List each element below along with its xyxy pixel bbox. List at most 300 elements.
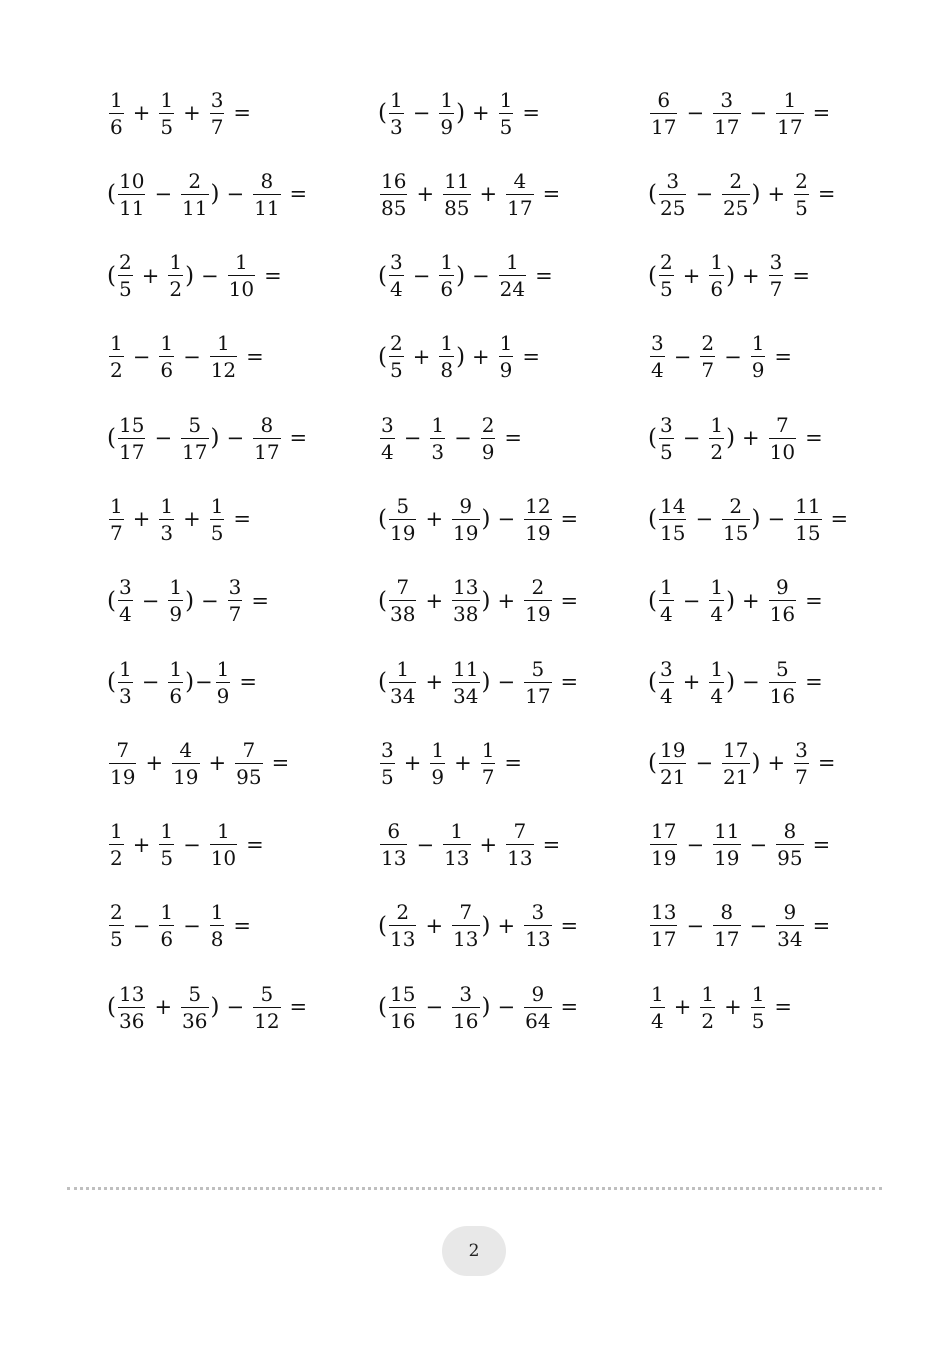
equals-sign: = (233, 101, 252, 125)
parenthesis: ( (378, 587, 387, 614)
problem (378, 492, 648, 546)
problem (648, 330, 948, 384)
fraction (709, 656, 724, 708)
parenthesis: ) (481, 912, 491, 939)
fraction (439, 87, 454, 139)
fraction (109, 493, 124, 545)
operator: + (132, 507, 151, 532)
problem (648, 980, 948, 1034)
fraction (650, 900, 677, 952)
fraction (228, 575, 243, 627)
denominator: 19 (525, 520, 551, 545)
operator: + (742, 426, 760, 451)
denominator: 17 (714, 927, 740, 952)
numerator: 2 (396, 900, 410, 925)
operator: − (472, 263, 490, 288)
fraction (380, 819, 407, 871)
numerator: 8 (783, 819, 797, 844)
parenthesis: ) (481, 994, 491, 1021)
numerator: 19 (659, 737, 686, 762)
denominator: 19 (453, 520, 479, 545)
fraction (210, 819, 237, 871)
parenthesis: ( (378, 262, 387, 289)
denominator: 5 (160, 114, 174, 139)
fraction (228, 250, 255, 302)
denominator: 5 (118, 277, 132, 302)
equals-sign: = (233, 507, 252, 532)
fraction (751, 981, 766, 1033)
numerator: 14 (659, 493, 686, 518)
equals-sign: = (817, 182, 836, 207)
fraction (216, 656, 231, 708)
fraction (769, 656, 796, 708)
fraction (172, 737, 199, 789)
numerator: 1 (110, 87, 123, 112)
equals-sign: = (817, 751, 836, 776)
denominator: 16 (769, 602, 796, 627)
numerator: 3 (795, 737, 808, 762)
parenthesis: ( (107, 262, 116, 289)
fraction (776, 900, 803, 952)
denominator: 2 (710, 439, 724, 464)
denominator: 10 (769, 439, 796, 464)
fraction (118, 168, 145, 220)
denominator: 17 (651, 114, 677, 139)
numerator: 2 (729, 168, 743, 193)
fraction (452, 900, 479, 952)
equals-sign: = (805, 588, 823, 613)
denominator: 25 (723, 195, 749, 220)
fraction (524, 656, 551, 708)
numerator: 7 (459, 900, 473, 925)
denominator: 2 (169, 277, 183, 302)
operator: + (412, 344, 431, 369)
parenthesis: ( (648, 506, 657, 533)
numerator: 5 (188, 412, 202, 437)
equals-sign: = (289, 426, 308, 451)
operator: − (673, 344, 692, 369)
fraction (452, 656, 479, 708)
problem (648, 86, 948, 140)
problem (378, 574, 648, 628)
numerator: 1 (431, 737, 445, 762)
fraction (159, 493, 174, 545)
denominator: 19 (173, 764, 199, 789)
numerator: 1 (651, 981, 664, 1006)
numerator: 1 (701, 981, 715, 1006)
operator: + (208, 751, 227, 776)
problem (378, 411, 648, 465)
numerator: 2 (481, 412, 495, 437)
numerator: 1 (396, 656, 410, 681)
numerator: 8 (260, 412, 274, 437)
fraction (389, 656, 416, 708)
numerator: 1 (389, 87, 403, 112)
numerator: 3 (381, 737, 394, 762)
problem (648, 899, 948, 953)
numerator: 3 (720, 87, 734, 112)
dotted-divider (67, 1187, 882, 1190)
problem (378, 980, 648, 1034)
parenthesis: ( (378, 100, 387, 126)
fraction (235, 737, 262, 789)
fraction (769, 575, 796, 627)
equals-sign: = (560, 507, 579, 532)
denominator: 13 (525, 927, 551, 952)
numerator: 3 (210, 87, 224, 112)
fraction (794, 737, 809, 789)
operator: − (682, 588, 701, 613)
denominator: 5 (659, 439, 673, 464)
denominator: 17 (182, 439, 208, 464)
equals-sign: = (830, 507, 849, 532)
fraction (443, 168, 470, 220)
equals-sign: = (233, 913, 252, 938)
fraction (168, 656, 183, 708)
operator: − (183, 344, 201, 369)
numerator: 1 (169, 656, 183, 681)
fraction (380, 168, 407, 220)
denominator: 24 (499, 277, 526, 302)
page-number-badge (442, 1226, 506, 1276)
numerator: 1 (235, 250, 248, 275)
operator: + (673, 995, 692, 1020)
denominator: 6 (710, 277, 724, 302)
parenthesis: ( (648, 425, 657, 452)
denominator: 13 (444, 846, 470, 871)
denominator: 3 (160, 520, 174, 545)
numerator: 1 (440, 87, 454, 112)
numerator: 3 (118, 575, 132, 600)
numerator: 1 (160, 900, 174, 925)
operator: + (425, 588, 444, 613)
parenthesis: ) (185, 262, 195, 289)
operator: − (154, 182, 173, 207)
operator: + (472, 344, 490, 369)
equals-sign: = (812, 832, 831, 857)
denominator: 95 (236, 764, 262, 789)
fraction (181, 412, 208, 464)
operator: + (132, 101, 151, 125)
equals-sign: = (774, 995, 793, 1020)
problem (107, 249, 378, 303)
equals-sign: = (792, 263, 810, 288)
operator: + (682, 670, 701, 695)
operator: + (497, 913, 516, 938)
equals-sign: = (542, 182, 561, 207)
fraction (709, 250, 724, 302)
fraction (713, 819, 740, 871)
fraction (722, 493, 749, 545)
denominator: 7 (795, 764, 808, 789)
parenthesis: ( (378, 994, 387, 1021)
numerator: 1 (710, 250, 724, 275)
problem (378, 655, 648, 709)
problem (378, 818, 648, 872)
denominator: 2 (701, 1008, 715, 1033)
denominator: 17 (651, 927, 677, 952)
equals-sign: = (812, 101, 831, 125)
operator: − (695, 507, 714, 532)
denominator: 15 (795, 520, 821, 545)
numerator: 11 (714, 819, 740, 844)
denominator: 17 (714, 114, 740, 139)
numerator: 5 (531, 656, 545, 681)
fraction (210, 331, 237, 383)
operator: − (403, 426, 422, 451)
fraction (159, 900, 174, 952)
numerator: 5 (396, 493, 410, 518)
denominator: 3 (431, 439, 445, 464)
fraction (439, 250, 454, 302)
problem (648, 492, 948, 546)
parenthesis: ) (726, 587, 736, 614)
numerator: 3 (459, 981, 473, 1006)
parenthesis: ) (456, 262, 466, 289)
fraction (769, 250, 784, 302)
numerator: 1 (499, 331, 513, 356)
denominator: 4 (659, 602, 673, 627)
operator: − (686, 101, 705, 125)
numerator: 1 (751, 331, 765, 356)
fraction (118, 250, 133, 302)
fraction (524, 493, 551, 545)
fraction (168, 250, 183, 302)
fraction (159, 331, 174, 383)
numerator: 17 (723, 737, 749, 762)
fraction (524, 900, 551, 952)
operator: − (425, 995, 444, 1020)
fraction (109, 900, 124, 952)
denominator: 2 (110, 846, 123, 871)
problem (107, 167, 378, 221)
fraction (210, 87, 225, 139)
problem (378, 249, 648, 303)
denominator: 13 (389, 927, 416, 952)
denominator: 7 (210, 114, 224, 139)
problem (378, 330, 648, 384)
numerator: 13 (651, 900, 677, 925)
numerator: 1 (169, 575, 183, 600)
denominator: 6 (160, 927, 174, 952)
denominator: 9 (169, 602, 183, 627)
denominator: 25 (659, 195, 686, 220)
operator: − (132, 913, 151, 938)
equals-sign: = (251, 588, 269, 613)
numerator: 1 (659, 575, 673, 600)
fraction (118, 656, 133, 708)
denominator: 9 (481, 439, 495, 464)
denominator: 17 (777, 114, 803, 139)
numerator: 1 (216, 656, 230, 681)
parenthesis: ( (107, 994, 116, 1021)
denominator: 4 (651, 358, 664, 383)
operator: − (226, 426, 245, 451)
numerator: 1 (118, 656, 132, 681)
fraction (452, 981, 479, 1033)
operator: + (403, 751, 422, 776)
parenthesis: ) (726, 669, 736, 696)
fraction (210, 493, 225, 545)
problem (107, 86, 378, 140)
operator: − (183, 832, 201, 857)
operator: + (183, 507, 201, 532)
operator: + (479, 182, 498, 207)
fraction (713, 900, 740, 952)
operator: − (695, 751, 714, 776)
denominator: 21 (723, 764, 749, 789)
fraction (430, 412, 445, 464)
operator: − (749, 913, 768, 938)
operator: + (425, 913, 444, 938)
numerator: 7 (776, 412, 789, 437)
operator: − (767, 507, 786, 532)
denominator: 2 (110, 358, 123, 383)
parenthesis: ( (378, 506, 387, 533)
fraction (659, 737, 686, 789)
fraction (389, 331, 404, 383)
denominator: 9 (751, 358, 765, 383)
denominator: 17 (525, 683, 551, 708)
fraction (659, 168, 686, 220)
fraction (452, 575, 479, 627)
fraction (499, 87, 514, 139)
numerator: 1 (210, 900, 224, 925)
fraction (506, 819, 533, 871)
problem (648, 655, 948, 709)
numerator: 6 (657, 87, 671, 112)
fraction (499, 250, 526, 302)
denominator: 64 (525, 1008, 551, 1033)
denominator: 5 (160, 846, 174, 871)
denominator: 6 (169, 683, 183, 708)
denominator: 4 (651, 1008, 664, 1033)
operator: + (425, 670, 444, 695)
parenthesis: ( (648, 262, 657, 289)
parenthesis: ( (107, 669, 116, 696)
parenthesis: ) (456, 100, 466, 126)
fraction (650, 981, 665, 1033)
denominator: 16 (769, 683, 796, 708)
numerator: 2 (795, 168, 808, 193)
problem (378, 86, 648, 140)
fraction (524, 981, 551, 1033)
problem (107, 574, 378, 628)
equals-sign: = (805, 670, 823, 695)
operator: + (141, 263, 160, 288)
equals-sign: = (560, 995, 579, 1020)
numerator: 13 (118, 981, 145, 1006)
parenthesis: ( (107, 425, 116, 452)
denominator: 4 (710, 602, 724, 627)
operator: + (154, 995, 173, 1020)
parenthesis: ) (726, 425, 736, 452)
parenthesis: ) (751, 506, 761, 533)
operator: + (742, 263, 760, 288)
problem (107, 899, 378, 953)
fraction (751, 331, 766, 383)
numerator: 11 (444, 168, 470, 193)
denominator: 6 (110, 114, 123, 139)
fraction (659, 575, 674, 627)
denominator: 95 (777, 846, 803, 871)
fraction (181, 168, 208, 220)
denominator: 15 (723, 520, 749, 545)
problem (107, 330, 378, 384)
numerator: 1 (210, 493, 224, 518)
denominator: 6 (160, 358, 174, 383)
operator: − (141, 588, 160, 613)
numerator: 1 (440, 250, 454, 275)
parenthesis: ) (481, 587, 491, 614)
denominator: 13 (381, 846, 407, 871)
equals-sign: = (522, 344, 540, 369)
parenthesis: ( (107, 181, 116, 208)
numerator: 1 (110, 493, 123, 518)
denominator: 12 (210, 358, 237, 383)
fraction (118, 412, 145, 464)
denominator: 5 (751, 1008, 765, 1033)
operator: − (412, 101, 431, 125)
fraction (776, 819, 803, 871)
numerator: 6 (387, 819, 401, 844)
denominator: 7 (110, 520, 123, 545)
denominator: 3 (118, 683, 132, 708)
fraction (430, 737, 445, 789)
fraction (118, 981, 145, 1033)
numerator: 7 (396, 575, 410, 600)
numerator: 1 (481, 737, 495, 762)
numerator: 3 (769, 250, 783, 275)
fraction (700, 981, 715, 1033)
operator: + (183, 101, 201, 125)
numerator: 5 (188, 981, 202, 1006)
operator: + (145, 751, 164, 776)
denominator: 12 (254, 1008, 280, 1033)
denominator: 5 (499, 114, 513, 139)
denominator: 5 (381, 764, 394, 789)
numerator: 4 (513, 168, 527, 193)
fraction (659, 250, 674, 302)
parenthesis: ( (378, 343, 387, 370)
parenthesis: ) (751, 181, 761, 208)
equals-sign: = (504, 426, 523, 451)
numerator: 1 (710, 575, 724, 600)
fraction (769, 412, 796, 464)
fraction (210, 900, 225, 952)
parenthesis: ( (648, 181, 657, 208)
equals-sign: = (542, 832, 561, 857)
fraction (389, 87, 404, 139)
numerator: 3 (389, 250, 403, 275)
numerator: 3 (228, 575, 242, 600)
denominator: 9 (216, 683, 230, 708)
numerator: 12 (525, 493, 551, 518)
denominator: 15 (659, 520, 686, 545)
denominator: 36 (182, 1008, 208, 1033)
denominator: 7 (769, 277, 783, 302)
numerator: 2 (389, 331, 403, 356)
equals-sign: = (560, 913, 579, 938)
fraction (659, 493, 686, 545)
fraction (253, 168, 280, 220)
numerator: 1 (217, 819, 230, 844)
equals-sign: = (774, 344, 793, 369)
numerator: 8 (720, 900, 734, 925)
operator: − (141, 670, 160, 695)
denominator: 19 (110, 764, 136, 789)
equals-sign: = (504, 751, 523, 776)
